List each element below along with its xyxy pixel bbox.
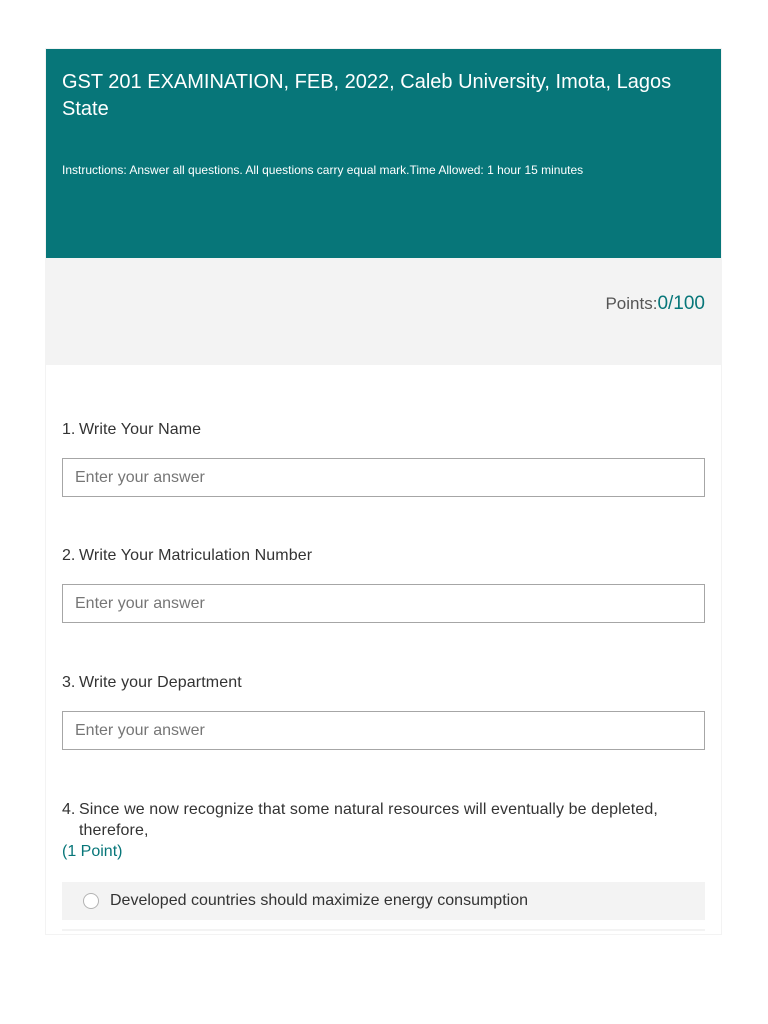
question-2-title — [62, 545, 705, 566]
question-number: 4. — [62, 801, 76, 818]
question-1-title — [62, 419, 705, 440]
question-1 — [62, 419, 705, 440]
divider — [62, 929, 705, 931]
question-number: 1. — [62, 421, 76, 438]
question-text: Write Your Name — [79, 421, 202, 438]
form-instructions: Instructions: Answer all questions. All questions carry equal mark.Time Allowed: 1 hour 15 minutes — [62, 163, 584, 177]
question-text: Write your Department — [79, 674, 242, 691]
choice-option-1[interactable] — [62, 882, 705, 920]
form-header — [46, 49, 721, 258]
points-label: Points: — [605, 294, 658, 313]
question-number: 3. — [62, 674, 76, 691]
question-text: Write Your Matriculation Number — [79, 547, 313, 564]
question-4 — [62, 799, 705, 924]
question-3 — [62, 672, 705, 693]
question-4-points-row — [62, 841, 705, 862]
question-number: 2. — [62, 547, 76, 564]
question-3-title — [62, 672, 705, 693]
radio-button[interactable] — [83, 893, 99, 909]
matriculation-number-input[interactable] — [62, 584, 705, 623]
points-value: 0/100 — [657, 293, 705, 314]
question-4-title — [62, 799, 705, 841]
choice-label: Developed countries should maximize energy consumption — [110, 892, 528, 909]
department-input[interactable] — [62, 711, 705, 750]
form-card — [46, 49, 721, 934]
question-text: Since we now recognize that some natural resources will eventually be depleted, therefore, — [79, 801, 658, 839]
question-2 — [62, 545, 705, 566]
form-title: GST 201 EXAMINATION, FEB, 2022, Caleb University, Imota, Lagos State — [62, 71, 672, 120]
points-display — [605, 293, 705, 315]
name-input[interactable] — [62, 458, 705, 497]
question-points: (1 Point) — [62, 843, 123, 860]
points-bar — [46, 258, 721, 365]
